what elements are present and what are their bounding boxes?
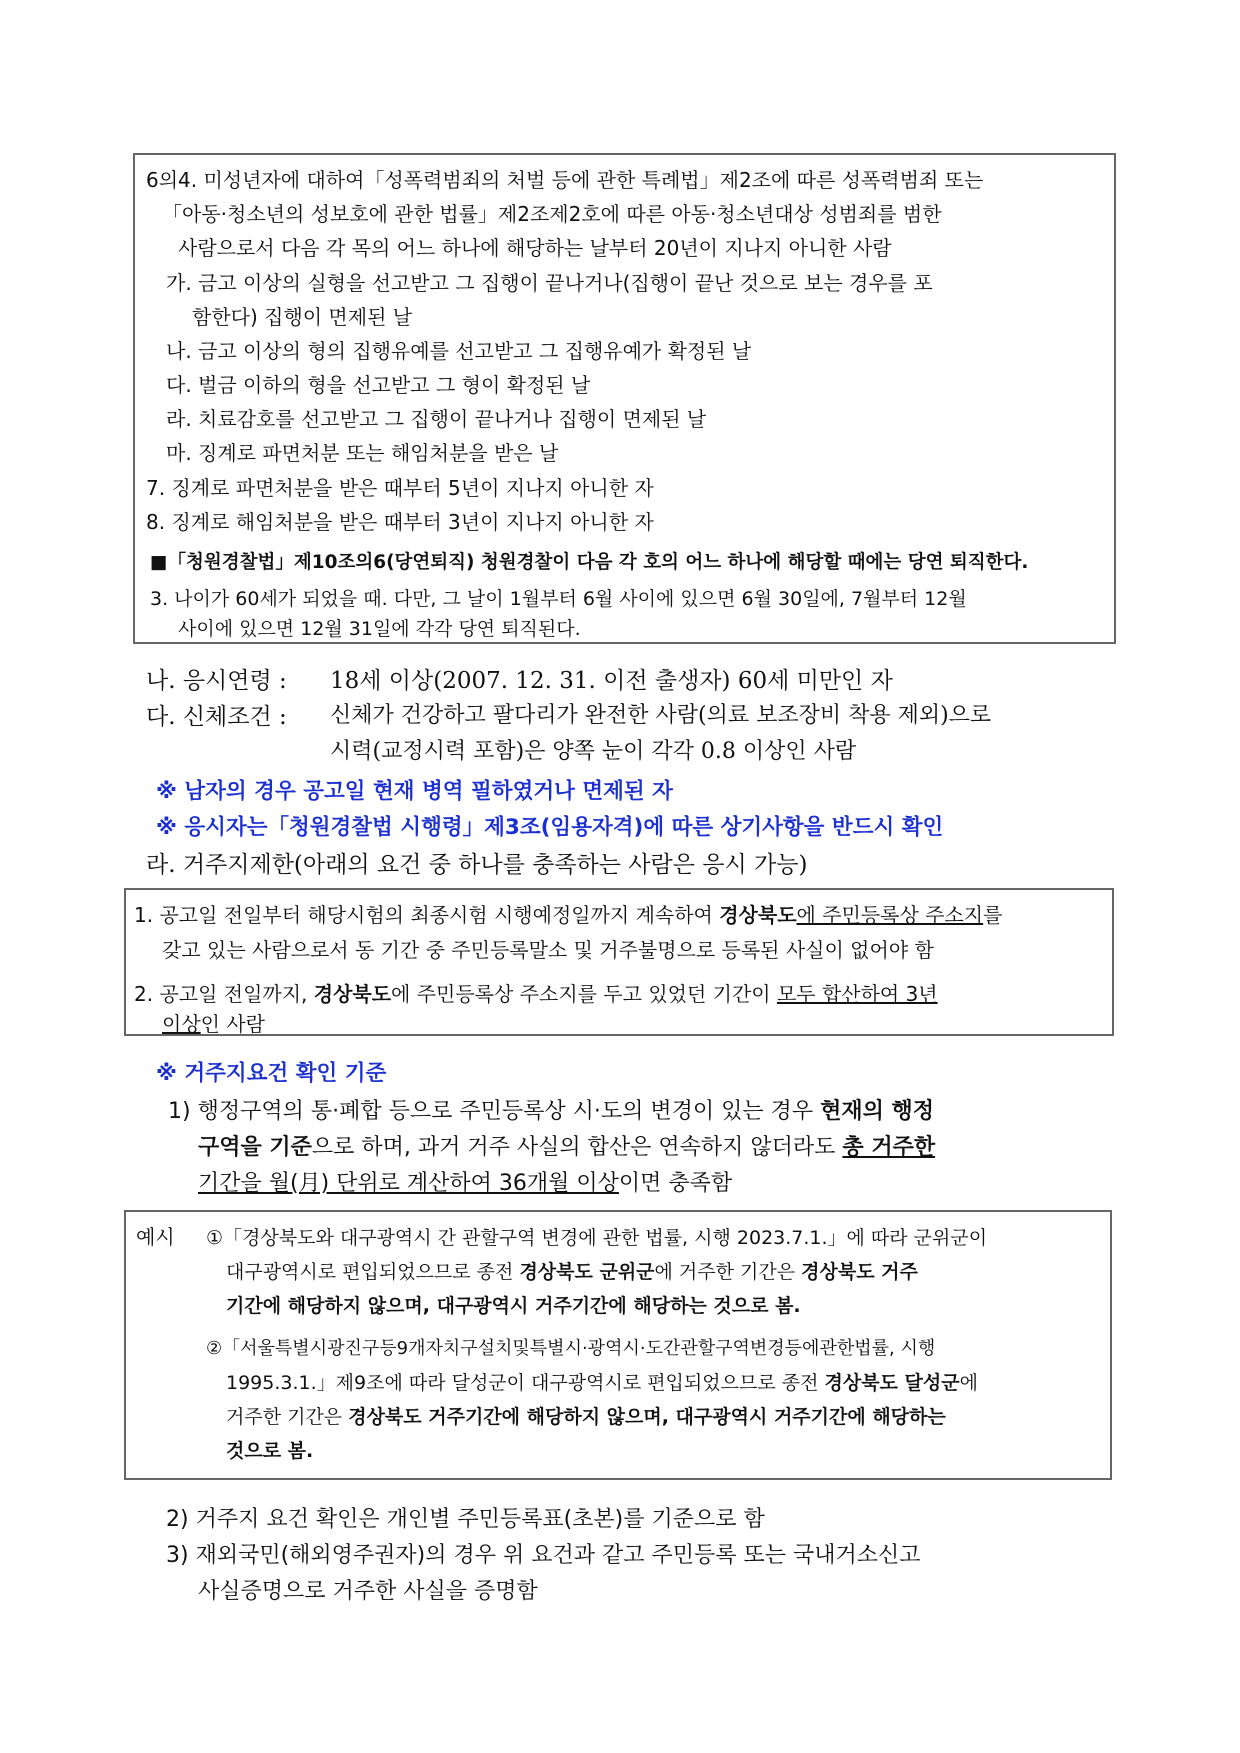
- residence-heading: 라. 거주지제한(아래의 요건 중 하나를 충족하는 사람은 응시 가능): [146, 852, 808, 878]
- criteria-1-text-g: 이면 충족함: [618, 1171, 733, 1196]
- requirement-2-text-e: 이상: [162, 1012, 201, 1036]
- requirement-1-text-c: 에 주민등록상 주소지: [796, 903, 984, 927]
- criteria-1-text-a: 1) 행정구역의 통·폐합 등으로 주민등록상 시·도의 변경이 있는 경우: [168, 1099, 821, 1124]
- criteria-2: 2) 거주지 요건 확인은 개인별 주민등록표(초본)를 기준으로 함: [166, 1507, 765, 1532]
- military-note: ※ 남자의 경우 공고일 현재 병역 필하였거나 면제된 자: [156, 779, 673, 804]
- criteria-heading: ※ 거주지요건 확인 기준: [156, 1061, 387, 1086]
- example-1-text-c: 에 거주한 기간은: [654, 1261, 802, 1283]
- example-2-text-b2: 경상북도 거주기간에 해당하지 않으며, 대구광역시 거주기간에 해당하는: [348, 1406, 946, 1428]
- example-1-line2: [226, 1257, 918, 1284]
- criteria-1-line1: [168, 1094, 934, 1125]
- example-1-line3: 기간에 해당하지 않으며, 대구광역시 거주기간에 해당하는 것으로 봄.: [226, 1295, 801, 1317]
- age-text: 18세 이상(2007. 12. 31. 이전 출생자) 60세 미만인 자: [330, 668, 893, 694]
- body-condition-label: 다. 신체조건 :: [146, 704, 287, 730]
- item-6-4-line2: 「아동·청소년의 성보호에 관한 법률」제2조제2호에 따른 아동·청소년대상 성범죄를 범한: [162, 202, 942, 226]
- sub-item-ma: 마. 징계로 파면처분 또는 해임처분을 받은 날: [166, 441, 559, 465]
- item-7: 7. 징계로 파면처분을 받은 때부터 5년이 지나지 아니한 자: [146, 476, 654, 500]
- example-2-text-b: 경상북도 달성군: [824, 1372, 960, 1394]
- item-3-line1: 3. 나이가 60세가 되었을 때. 다만, 그 날이 1월부터 6월 사이에 있으면 6월 30일에, 7월부터 12월: [150, 588, 967, 610]
- requirement-2-text-f: 인 사람: [200, 1012, 265, 1036]
- requirement-1-region: 경상북도: [719, 903, 797, 927]
- example-label: 예시: [136, 1225, 175, 1249]
- requirement-1-line2: 갖고 있는 사람으로서 동 기간 중 주민등록말소 및 거주불명으로 등록된 사실이 없어야 함: [162, 938, 934, 962]
- example-1-text-d: 경상북도 거주: [801, 1261, 918, 1283]
- requirement-2-text-a: 2. 공고일 전일까지,: [134, 982, 314, 1006]
- criteria-1-text-f: 기간을 월(月) 단위로 계산하여 36개월 이상: [198, 1171, 619, 1196]
- example-2-line3: [226, 1402, 946, 1429]
- example-2-line1: ②「서울특별시광진구등9개자치구설치및특별시·광역시·도간관할구역변경등에관한법률, 시행: [206, 1338, 936, 1359]
- criteria-3-line2: 사실증명으로 거주한 사실을 증명함: [198, 1579, 538, 1604]
- sub-item-da: 다. 벌금 이하의 형을 선고받고 그 형이 확정된 날: [166, 373, 591, 397]
- sub-item-ga-line1: 가. 금고 이상의 실형을 선고받고 그 집행이 끝나거나(집행이 끝난 것으로 보는 경우를 포: [166, 271, 933, 295]
- item-3-line2: 사이에 있으면 12월 31일에 각각 당연 퇴직된다.: [178, 618, 581, 640]
- criteria-1-text-b: 현재의 행정: [820, 1099, 934, 1124]
- criteria-1-text-c: 구역을 기준: [198, 1135, 312, 1160]
- requirement-2-region: 경상북도: [313, 982, 392, 1006]
- requirement-2-line1: [134, 978, 938, 1007]
- criteria-3-line1: 3) 재외국민(해외영주권자)의 경우 위 요건과 같고 주민등록 또는 국내거소신고: [166, 1543, 921, 1568]
- requirement-1-text-a: 1. 공고일 전일부터 해당시험의 최종시험 시행예정일까지 계속하여: [134, 903, 720, 927]
- sub-item-na: 나. 금고 이상의 형의 집행유예를 선고받고 그 집행유예가 확정된 날: [166, 339, 752, 363]
- body-condition-line2: 시력(교정시력 포함)은 양쪽 눈이 각각 0.8 이상인 사람: [330, 739, 857, 764]
- law-heading: ■「청원경찰법」제10조의6(당연퇴직) 청원경찰이 다음 각 호의 어느 하나에 해당할 때에는 당연 퇴직한다.: [150, 552, 1029, 573]
- example-2-text-c: 에: [959, 1372, 978, 1394]
- requirement-1-text-d: 를: [983, 903, 1003, 927]
- example-2-text-a: 1995.3.1.」제9조에 따라 달성군이 대구광역시로 편입되었으므로 종전: [226, 1372, 825, 1394]
- example-1-line1: ①「경상북도와 대구광역시 간 관할구역 변경에 관한 법률, 시행 2023.7.1.」에 따라 군위군이: [206, 1227, 988, 1249]
- item-8: 8. 징계로 해임처분을 받은 때부터 3년이 지나지 아니한 자: [146, 510, 654, 534]
- criteria-1-text-d: 으로 하며, 과거 거주 사실의 합산은 연속하지 않더라도: [311, 1135, 843, 1160]
- requirement-2-text-d: 모두 합산하여 3년: [776, 982, 938, 1006]
- criteria-1-line3: [198, 1166, 732, 1197]
- body-condition-line1: 신체가 건강하고 팔다리가 완전한 사람(의료 보조장비 착용 제외)으로: [330, 703, 992, 728]
- requirement-1-line1: [134, 899, 1002, 928]
- example-1-text-a: 대구광역시로 편입되었으므로 종전: [226, 1261, 520, 1283]
- item-6-4-line3: 사람으로서 다음 각 목의 어느 하나에 해당하는 날부터 20년이 지나지 아니한 사람: [178, 236, 892, 260]
- sub-item-ra: 라. 치료감호를 선고받고 그 집행이 끝나거나 집행이 면제된 날: [166, 407, 707, 431]
- item-6-4-line1: 6의4. 미성년자에 대하여「성폭력범죄의 처벌 등에 관한 특례법」제2조에 따른 성폭력범죄 또는: [146, 168, 984, 192]
- check-note: ※ 응시자는「청원경찰법 시행령」제3조(임용자격)에 따른 상기사항을 반드시 확인: [156, 815, 944, 840]
- age-label: 나. 응시연령 :: [146, 668, 287, 694]
- requirement-2-line2: [162, 1008, 265, 1037]
- example-1-text-b: 경상북도 군위군: [519, 1261, 655, 1283]
- criteria-1-text-e: 총 거주한: [842, 1135, 936, 1160]
- example-2-line4: 것으로 봄.: [226, 1440, 314, 1462]
- sub-item-ga-line2: 함한다) 집행이 면제된 날: [192, 305, 413, 329]
- criteria-1-line2: [198, 1130, 935, 1161]
- example-2-line2: [226, 1368, 978, 1395]
- example-2-text-a2: 거주한 기간은: [226, 1406, 349, 1428]
- requirement-2-text-c: 에 주민등록상 주소지를 두고 있었던 기간이: [391, 982, 777, 1006]
